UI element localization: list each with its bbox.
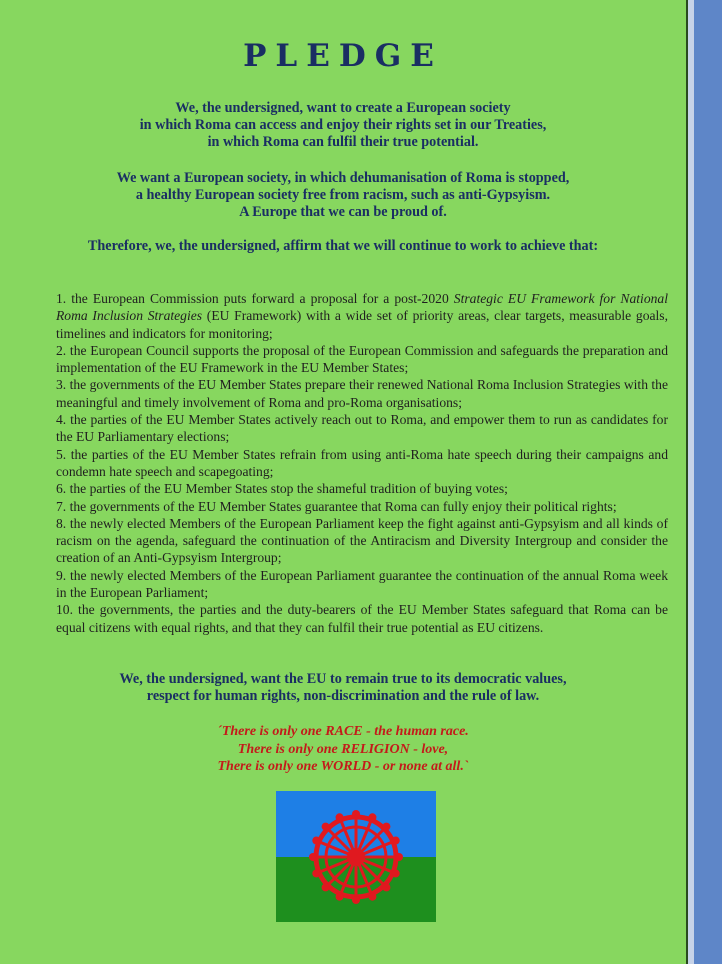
page-title: PLEDGE	[243, 38, 443, 74]
list-item: 3. the governments of the EU Member States prepare their renewed National Roma Inclusion Strategies with the meaningful and timely involvement of Roma and pro-Roma organisations;	[56, 377, 668, 410]
list-item: 1. the European Commission puts forward a proposal for a post-2020 Strategic EU Framework for National Roma Inclusion Strategies (EU Framework) with a wide set of priority areas, clear targets, measurable goals, timelines and indicators for monitoring;	[56, 291, 668, 341]
framework-title: Strategic EU Framework for National Roma Inclusion Strategies	[56, 291, 668, 324]
quote-line: There is only one RELIGION - love,	[237, 741, 449, 757]
quote-block	[30, 723, 656, 776]
intro-line: A Europe that we can be proud of.	[239, 204, 447, 220]
list-item: 5. the parties of the EU Member States refrain from using anti-Roma hate speech during their campaigns and condemn hate speech and scapegoating;	[56, 446, 668, 479]
romani-flag	[276, 791, 436, 922]
closing-line: respect for human rights, non-discrimination and the rule of law.	[146, 688, 540, 704]
pledge-list	[56, 290, 668, 636]
intro-line: We, the undersigned, want to create a European society	[175, 100, 511, 116]
list-item: 9. the newly elected Members of the European Parliament guarantee the continuation of the annual Roma week in the European Parliament;	[56, 567, 668, 601]
list-item: 10. the governments, the parties and the duty-bearers of the EU Member States safeguard that Roma can be equal citizens with equal rights, and that they can fulfil their true potential as EU citizens.	[56, 602, 668, 635]
intro-line: We want a European society, in which dehumanisation of Roma is stopped,	[116, 170, 570, 186]
list-item: 6. the parties of the EU Member States stop the shameful tradition of buying votes;	[56, 481, 508, 497]
quote-line: ´There is only one RACE - the human race.	[217, 724, 469, 739]
intro-line: in which Roma can fulfil their true potential.	[207, 134, 479, 150]
affirmation-line: Therefore, we, the undersigned, affirm that we will continue to work to achieve that:	[87, 238, 599, 254]
quote-line: There is only one WORLD - or none at all.`	[217, 759, 469, 774]
list-item: 2. the European Council supports the proposal of the European Commission and safeguards the preparation and implementation of the EU Framework in the EU Member States;	[56, 342, 668, 376]
list-item: 8. the newly elected Members of the European Parliament keep the fight against anti-Gypsyism and all kinds of racism on the agenda, safeguard the continuation of the Antiracism and Diversity Intergroup and consider the creation of an Anti-Gypsyism Intergroup;	[56, 515, 668, 566]
intro-paragraph-2	[30, 170, 656, 221]
list-item: 4. the parties of the EU Member States actively reach out to Roma, and empower them to run as candidates for the EU Parliamentary elections;	[56, 412, 668, 445]
closing-statement	[30, 671, 656, 705]
viewer-edge-strip	[688, 0, 722, 964]
intro-paragraph-1	[30, 100, 656, 151]
intro-line: in which Roma can access and enjoy their rights set in our Treaties,	[139, 117, 547, 133]
chakra-wheel-icon	[309, 810, 403, 904]
list-item: 7. the governments of the EU Member States guarantee that Roma can fully enjoy their political rights;	[56, 498, 617, 514]
closing-line: We, the undersigned, want the EU to remain true to its democratic values,	[119, 671, 567, 687]
intro-line: a healthy European society free from racism, such as anti-Gypsyism.	[135, 187, 551, 203]
